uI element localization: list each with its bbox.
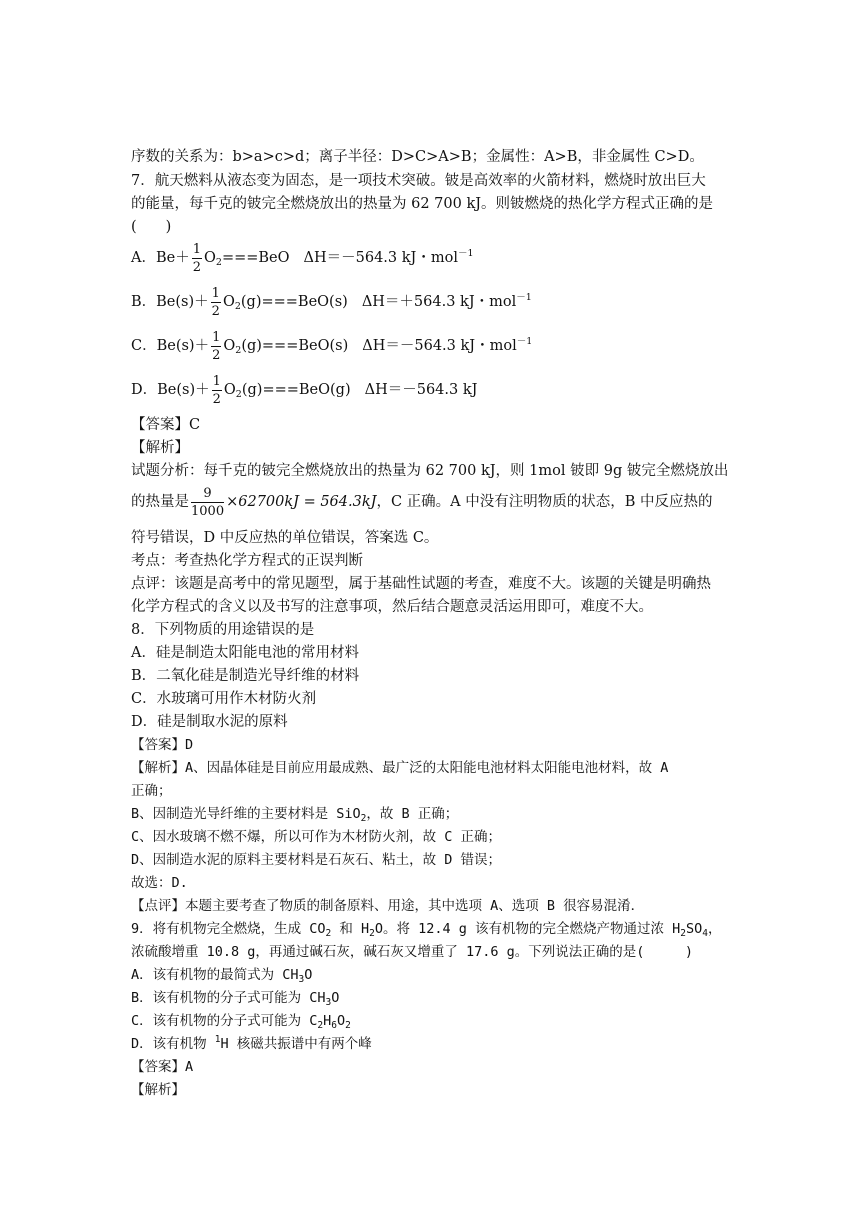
text-line: 的能量，每千克的铍完全燃烧放出的热量为 62 700 kJ。则铍燃烧的热化学方程式正确的是 [131, 196, 714, 212]
option-c: C．Be(s)＋ $\frac{1}{2}$ $O_2(g)===BeO(s)$ ΔH＝－564.3 kJ・mol$^{-1}$ [131, 329, 533, 363]
fraction: $\frac{1}{2}$ [212, 329, 221, 363]
option-b: B．二氧化硅是制造光导纤维的材料 [131, 668, 360, 684]
question-9-stem: 9．将有机物完全燃烧，生成 $CO_2$ 和 $H_2O$。将 12.4 g 该有机物的完全燃烧产物通过浓 $H_2SO_4$， [131, 921, 722, 939]
analysis-text: 符号错误，D 中反应热的单位错误，答案选 C。 [131, 530, 439, 546]
option-a: A．硅是制造太阳能电池的常用材料 [131, 645, 359, 661]
option-b: B．该有机物的分子式可能为 $CH_3O$ [131, 990, 340, 1008]
question-7-stem: 7．航天燃料从液态变为固态，是一项技术突破。铍是高效率的火箭材料，燃烧时放出巨大 [131, 173, 706, 189]
option-b: B．Be(s)＋ $\frac{1}{2}$ $O_2(g)===BeO(s)$ ΔH＝＋564.3 kJ・mol$^{-1}$ [131, 285, 532, 319]
analysis-text: 【解析】A、因晶体硅是目前应用最成熟、最广泛的太阳能电池材料太阳能电池材料，故 A [131, 760, 669, 776]
option-a: A．该有机物的最简式为 $CH_3O$ [131, 967, 313, 985]
question-8-stem: 8．下列物质的用途错误的是 [131, 622, 315, 638]
analysis-text: 试题分析：每千克的铍完全燃烧放出的热量为 62 700 kJ，则 1mol 铍即 9g 铍完全燃烧放出 [131, 463, 729, 479]
answer-blank: ( ) [131, 219, 172, 235]
comment-text: 化学方程式的含义以及书写的注意事项，然后结合题意灵活运用即可，难度不大。 [131, 599, 653, 615]
comment-text: 点评：该题是高考中的常见题型，属于基础性试题的考查，难度不大。该题的关键是明确热 [131, 576, 711, 592]
analysis-text: C、因水玻璃不燃不爆，所以可作为木材防火剂，故 C 正确； [131, 829, 502, 845]
analysis-text: 正确； [131, 783, 172, 799]
fraction: $\frac{1}{2}$ [212, 373, 221, 407]
option-d: D．Be(s)＋ $\frac{1}{2}$ $O_2(g)===BeO(g)$ ΔH＝－564.3 kJ [131, 373, 478, 407]
analysis-label: 【解析】 [131, 440, 189, 456]
analysis-text: B、因制造光导纤维的主要材料是 SiO$_2$，故 B 正确； [131, 806, 459, 824]
analysis-text: 故选：D. [131, 875, 188, 891]
answer-label: 【答案】C [131, 417, 201, 433]
option-a: A．Be＋ $\frac{1}{2}$ $O_2===BeO$ ΔH＝－564.3 kJ・mol$^{-1}$ [131, 241, 474, 275]
text-line: 序数的关系为：b>a>c>d；离子半径：D>C>A>B；金属性：A>B，非金属性 C>D。 [131, 149, 704, 165]
option-d: D．硅是制取水泥的原料 [131, 714, 288, 730]
key-point: 考点：考查热化学方程式的正误判断 [131, 553, 363, 569]
analysis-text: D、因制造水泥的原料主要材料是石灰石、粘土，故 D 错误； [131, 852, 502, 868]
analysis-formula-line: 的热量是 $\frac{9}{1000}$ ×62700kJ = 564.3kJ，C 正确。A 中没有注明物质的状态，B 中反应热的 [131, 485, 713, 519]
question-9-stem: 浓硫酸增重 10.8 g，再通过碱石灰，碱石灰又增重了 17.6 g。下列说法正确的是( ) [131, 944, 694, 960]
fraction: $\frac{1}{2}$ [192, 241, 201, 275]
answer-label: 【答案】A [131, 1059, 194, 1075]
fraction: $\frac{9}{1000}$ [191, 485, 225, 519]
fraction: $\frac{1}{2}$ [211, 285, 220, 319]
option-c: C．水玻璃可用作木材防火剂 [131, 691, 317, 707]
analysis-label: 【解析】 [131, 1082, 185, 1098]
comment-text: 【点评】本题主要考查了物质的制备原料、用途，其中选项 A、选项 B 很容易混淆． [131, 898, 645, 914]
option-c: C．该有机物的分子式可能为 $C_2H_6O_2$ [131, 1013, 351, 1031]
option-d: D．该有机物 $^1$H 核磁共振谱中有两个峰 [131, 1034, 372, 1052]
answer-label: 【答案】D [131, 737, 194, 753]
